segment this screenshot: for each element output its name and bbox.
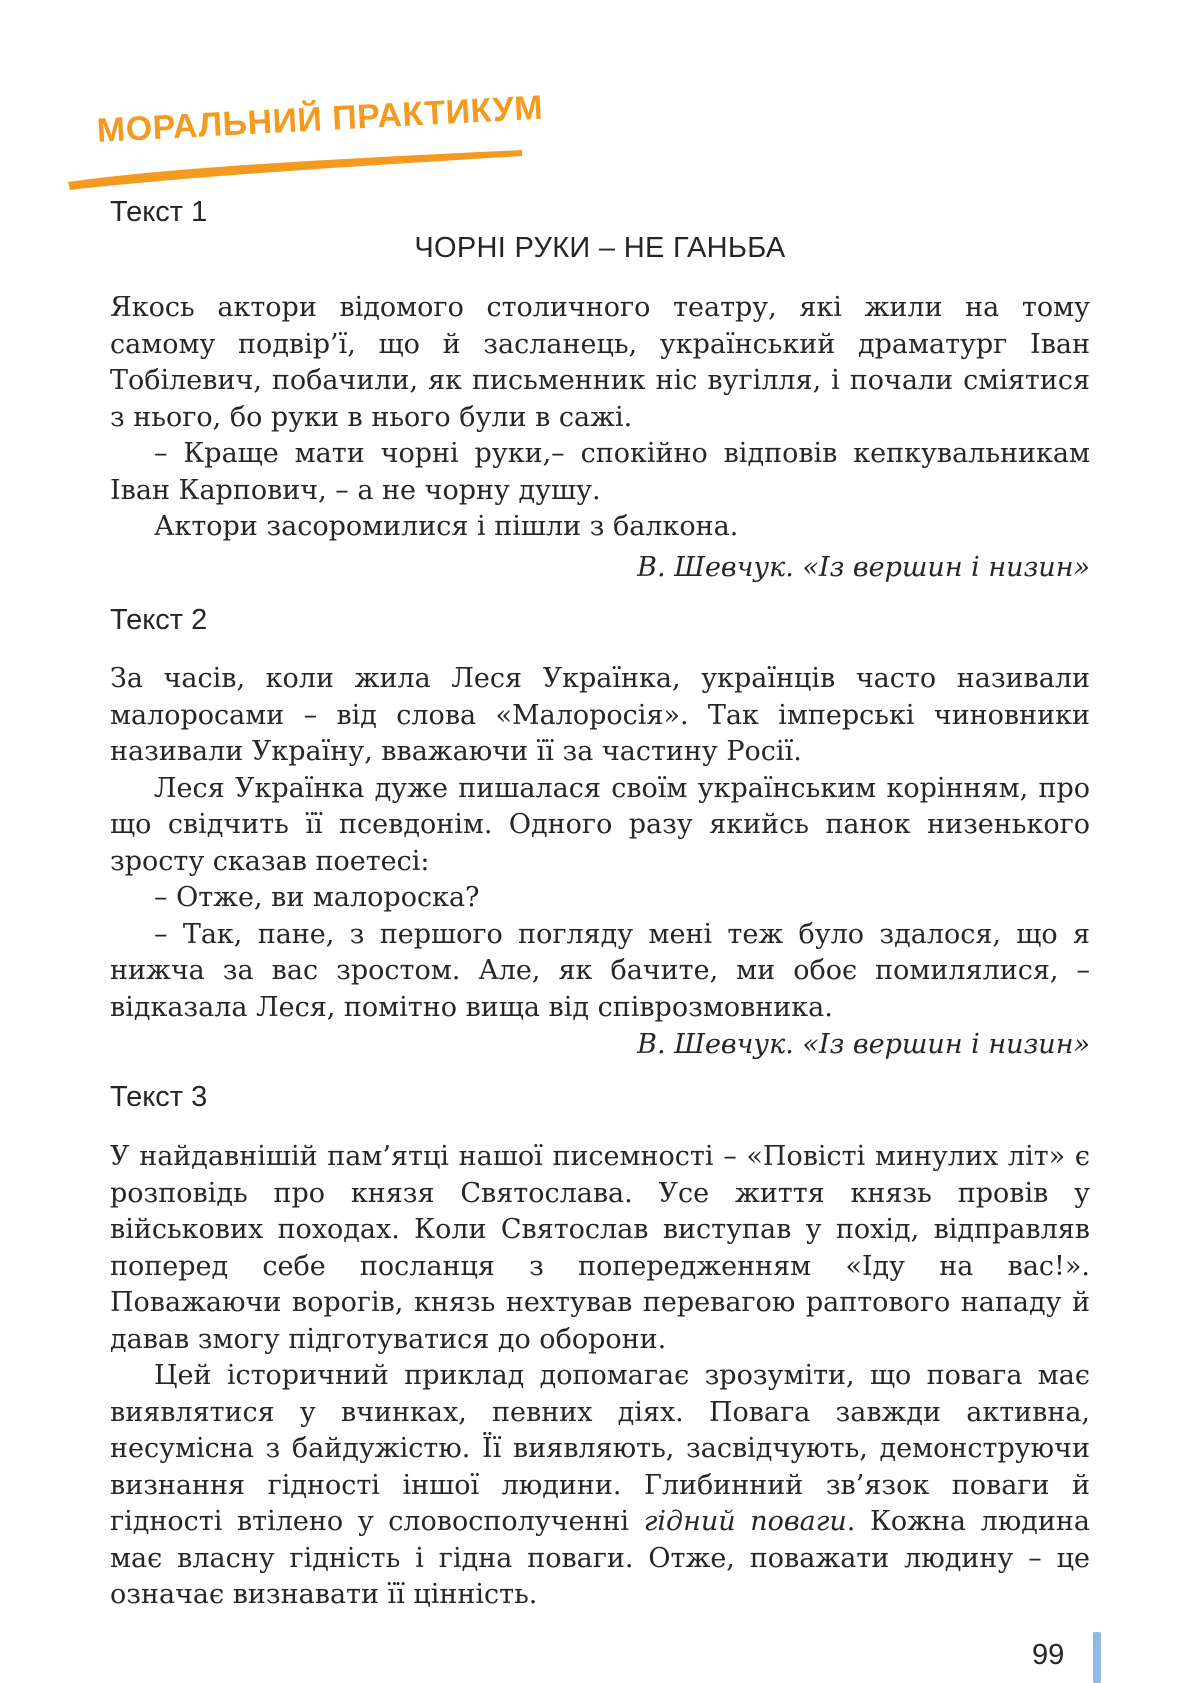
text3-paragraph — [110, 1358, 1090, 1614]
text3-paragraph: У найдавнішій пам’ятці нашої писемності – «Повісті минулих літ» є розповідь про князя Святослава. Усе життя князь провів у військових походах. Коли Святослав виступав у похід, відправляв поперед себе посланця з попередженням «Іду на вас!». Поважаючи ворогів, князь нехтував перевагою раптового нападу й давав змогу підготуватися до оборони. — [110, 1141, 1090, 1355]
text2-label: Текст 2 — [110, 604, 208, 636]
page-edge-bar — [1093, 1632, 1101, 1683]
text1-body — [110, 290, 1090, 546]
text3-paragraph-part: Цей історичний приклад допомагає зрозуміти, що повага має виявлятися у вчинках, певних діях. Повага завжди активна, несумісна з байдужістю. Її виявляють, засвідчують, демонструючи визнання гідності іншої людини. Глибинний зв’язок поваги й гідності втілено у словосполученні — [110, 1360, 1090, 1537]
text2-body — [110, 661, 1090, 1026]
text2-author: В. Шевчук. «Із вершин і низин» — [637, 1029, 1090, 1060]
text2-paragraph: – Отже, ви малороска? — [154, 882, 480, 913]
text3-emphasis: гідний поваги — [643, 1506, 847, 1537]
page-number: 99 — [1032, 1639, 1065, 1671]
text1-paragraph: Якось актори відомого столичного театру, які жили на тому самому подвір’ї, що й засланець, український драматург Іван Тобілевич, побачили, як письменник ніс вугілля, і почали сміятися з нього, бо руки в нього були в сажі. — [110, 292, 1090, 433]
banner-title: МОРАЛЬНИЙ ПРАКТИКУМ — [95, 88, 545, 150]
text3-body — [110, 1139, 1090, 1614]
text2-paragraph: Леся Українка дуже пишалася своїм українським корінням, про що свідчить її псевдонім. Одного разу якийсь панок низенького зросту сказав поетесі: — [110, 772, 1090, 877]
text1-paragraph: Актори засоромилися і пішли з балкона. — [154, 511, 739, 542]
text2-paragraph: За часів, коли жила Леся Українка, українців часто називали малоросами – від слова «Малоросія». Так імперські чиновники називали Україну, вважаючи її за частину Росії. — [110, 663, 1090, 767]
text1-paragraph: – Краще мати чорні руки,– спокійно відповів кепкувальникам Іван Карпович, – а не чорну душу. — [110, 438, 1090, 506]
section-banner — [60, 88, 545, 195]
text1-author: В. Шевчук. «Із вершин і низин» — [637, 552, 1090, 583]
text3-paragraph-part: . Кожна людина має власну гідність і гідна поваги. Отже, поважати людину – це означає визнавати її цінність. — [110, 1506, 1091, 1610]
text1-title: ЧОРНІ РУКИ – НЕ ГАНЬБА — [414, 232, 786, 264]
text1-label: Текст 1 — [110, 196, 208, 228]
text3-label: Текст 3 — [110, 1081, 208, 1113]
text2-paragraph: – Так, пане, з першого погляду мені теж було здалося, що я нижча за вас зростом. Але, як бачите, ми обоє помилялися, – відказала Леся, помітно вища від співрозмовника. — [110, 918, 1090, 1023]
